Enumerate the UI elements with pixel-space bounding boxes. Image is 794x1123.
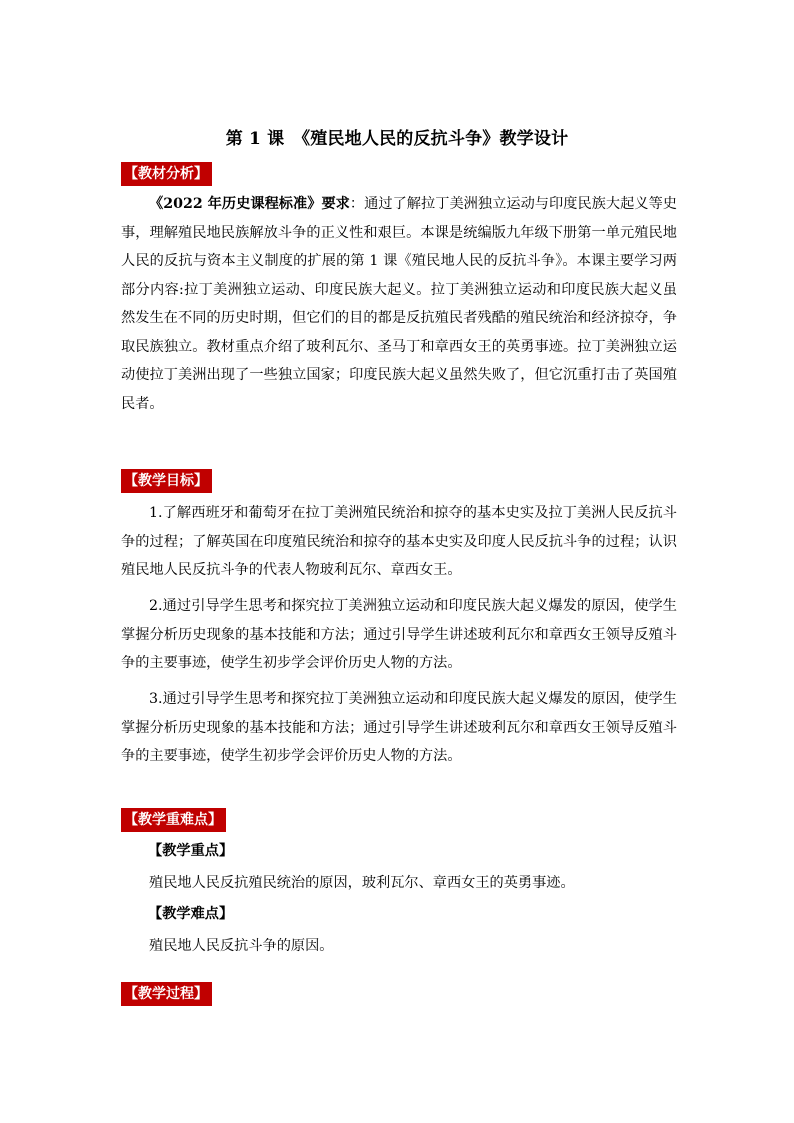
analysis-paragraph xyxy=(121,190,677,418)
section-tag-objectives: 【教学目标】 xyxy=(121,469,212,493)
objective-item-2: 2.通过引导学生思考和探究拉丁美洲独立运动和印度民族大起义爆发的原因，使学生掌握分析历史现象的基本技能和方法；通过引导学生讲述玻利瓦尔和章西女王领导反殖斗争的主要事迹，使学生初步学会评价历史人物的方法。 xyxy=(121,598,677,671)
objective-item-1: 1.了解西班牙和葡萄牙在拉丁美洲殖民统治和掠夺的基本史实及拉丁美洲人民反抗斗争的过程；了解英国在印度殖民统治和掠夺的基本史实及印度人民反抗斗争的过程；认识殖民地人民反抗斗争的代表人物玻利瓦尔、章西女王。 xyxy=(121,505,677,578)
difficulty-heading: 【教学难点】 xyxy=(148,906,234,922)
page-title: 第 1 课 《殖民地人民的反抗斗争》教学设计 xyxy=(225,129,569,149)
analysis-body: ：通过了解拉丁美洲独立运动与印度民族大起义等史事，理解殖民地民族解放斗争的正义性和艰巨。本课是统编版九年级下册第一单元殖民地人民的反抗与资本主义制度的扩展的第 1 课《殖民地人民的反抗斗争》。本课主要学习两部分内容:拉丁美洲独立运动、印度民族大起义。拉丁美洲独立运动和印度民族大起义虽然发生在不同的历史时期，但它们的目的都是反抗殖民者残酷的殖民统治和经济掠夺，争取民族独立。教材重点介绍了玻利瓦尔、圣马丁和章西女王的英勇事迹。拉丁美洲独立运动使拉丁美洲出现了一些独立国家；印度民族大起义虽然失败了，但它沉重打击了英国殖民者。 xyxy=(121,196,677,412)
section-tag-process: 【教学过程】 xyxy=(121,982,212,1006)
objective-item-3: 3.通过引导学生思考和探究拉丁美洲独立运动和印度民族大起义爆发的原因，使学生掌握分析历史现象的基本技能和方法；通过引导学生讲述玻利瓦尔和章西女王领导反殖斗争的主要事迹，使学生初步学会评价历史人物的方法。 xyxy=(121,691,677,764)
section-tag-key-points: 【教学重难点】 xyxy=(121,808,226,832)
focus-text: 殖民地人民反抗殖民统治的原因，玻利瓦尔、章西女王的英勇事迹。 xyxy=(149,875,575,891)
section-tag-analysis: 【教材分析】 xyxy=(121,162,212,186)
difficulty-text: 殖民地人民反抗斗争的原因。 xyxy=(149,938,334,954)
curriculum-standard-lead: 《2022 年历史课程标准》要求 xyxy=(149,196,350,212)
focus-heading: 【教学重点】 xyxy=(148,843,234,859)
